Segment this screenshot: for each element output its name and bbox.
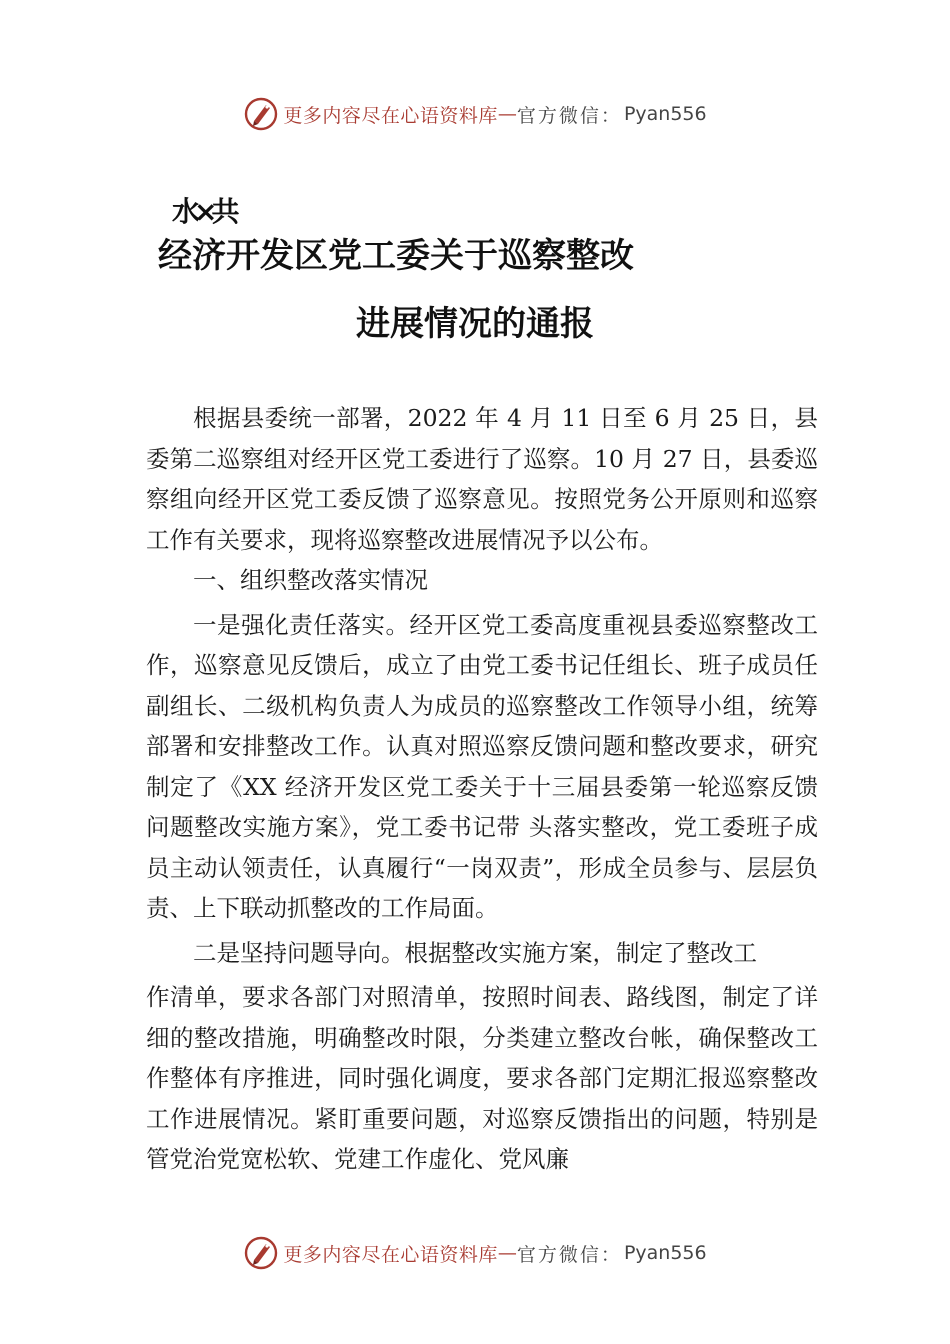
pen-nib-circle-icon [243,96,279,132]
watermark-footer [0,1233,950,1273]
document-title-line-2: 进展情况的通报 [356,304,594,344]
watermark-wechat-id: Pyan556 [623,1242,707,1264]
watermark-label: 官方微信： [516,1243,622,1266]
document-body [146,398,818,1180]
paragraph-problem-oriented-continued: 作清单，要求各部门对照清单，按照时间表、路线图，制定了详细的整改措施，明确整改时限，分类建立整改台帐，确保整改工作整体有序推进，同时强化调度，要求各部门定期汇报巡察整改工作进展情况。紧盯重要问题，对巡察反馈指出的问题，特别是管党治党宽松软、党建工作虚化、党风廉 [146,983,818,1173]
watermark-separator: — [497,103,517,125]
watermark-separator: — [497,1242,517,1264]
watermark-wechat-id: Pyan556 [623,103,707,125]
paragraph-problem-oriented-first-line: 二是坚持问题导向。根据整改实施方案，制定了整改工 [193,938,757,967]
section-heading-1: 一、组织整改落实情况 [193,566,428,594]
header-mark: 水×共 [172,195,234,228]
watermark-brand: 更多内容尽在心语资料库 [283,1243,498,1266]
watermark-header [0,94,950,134]
paragraph-responsibility: 一是强化责任落实。经开区党工委高度重视县委巡察整改工作，巡察意见反馈后，成立了由党工委书记任组长、班子成员任副组长、二级机构负责人为成员的巡察整改工作领导小组，统筹部署和安排整改工作。认真对照巡察反馈问题和整改要求，研究制定了《XX 经济开发区党工委关于十三届县委第一轮巡察反馈问题整改实施方案》，党工委书记带 头落实整改，党工委班子成员主动认领责任，认真履行“一岗双责”，形成全员参与、层层负责、上下联动抓整改的工作局面。 [146,610,818,922]
document-title-line-1: 经济开发区党工委关于巡察整改 [158,236,634,276]
watermark-label: 官方微信： [516,104,622,127]
watermark-brand: 更多内容尽在心语资料库 [283,104,498,127]
paragraph-intro: 根据县委统一部署，2022 年 4 月 11 日至 6 月 25 日，县委第二巡察组对经开区党工委进行了巡察。10 月 27 日，县委巡察组向经开区党工委反馈了巡察意见。按照党务公开原则和巡察工作有关要求，现将巡察整改进展情况予以公布。 [146,404,818,554]
pen-nib-circle-icon [243,1235,279,1271]
